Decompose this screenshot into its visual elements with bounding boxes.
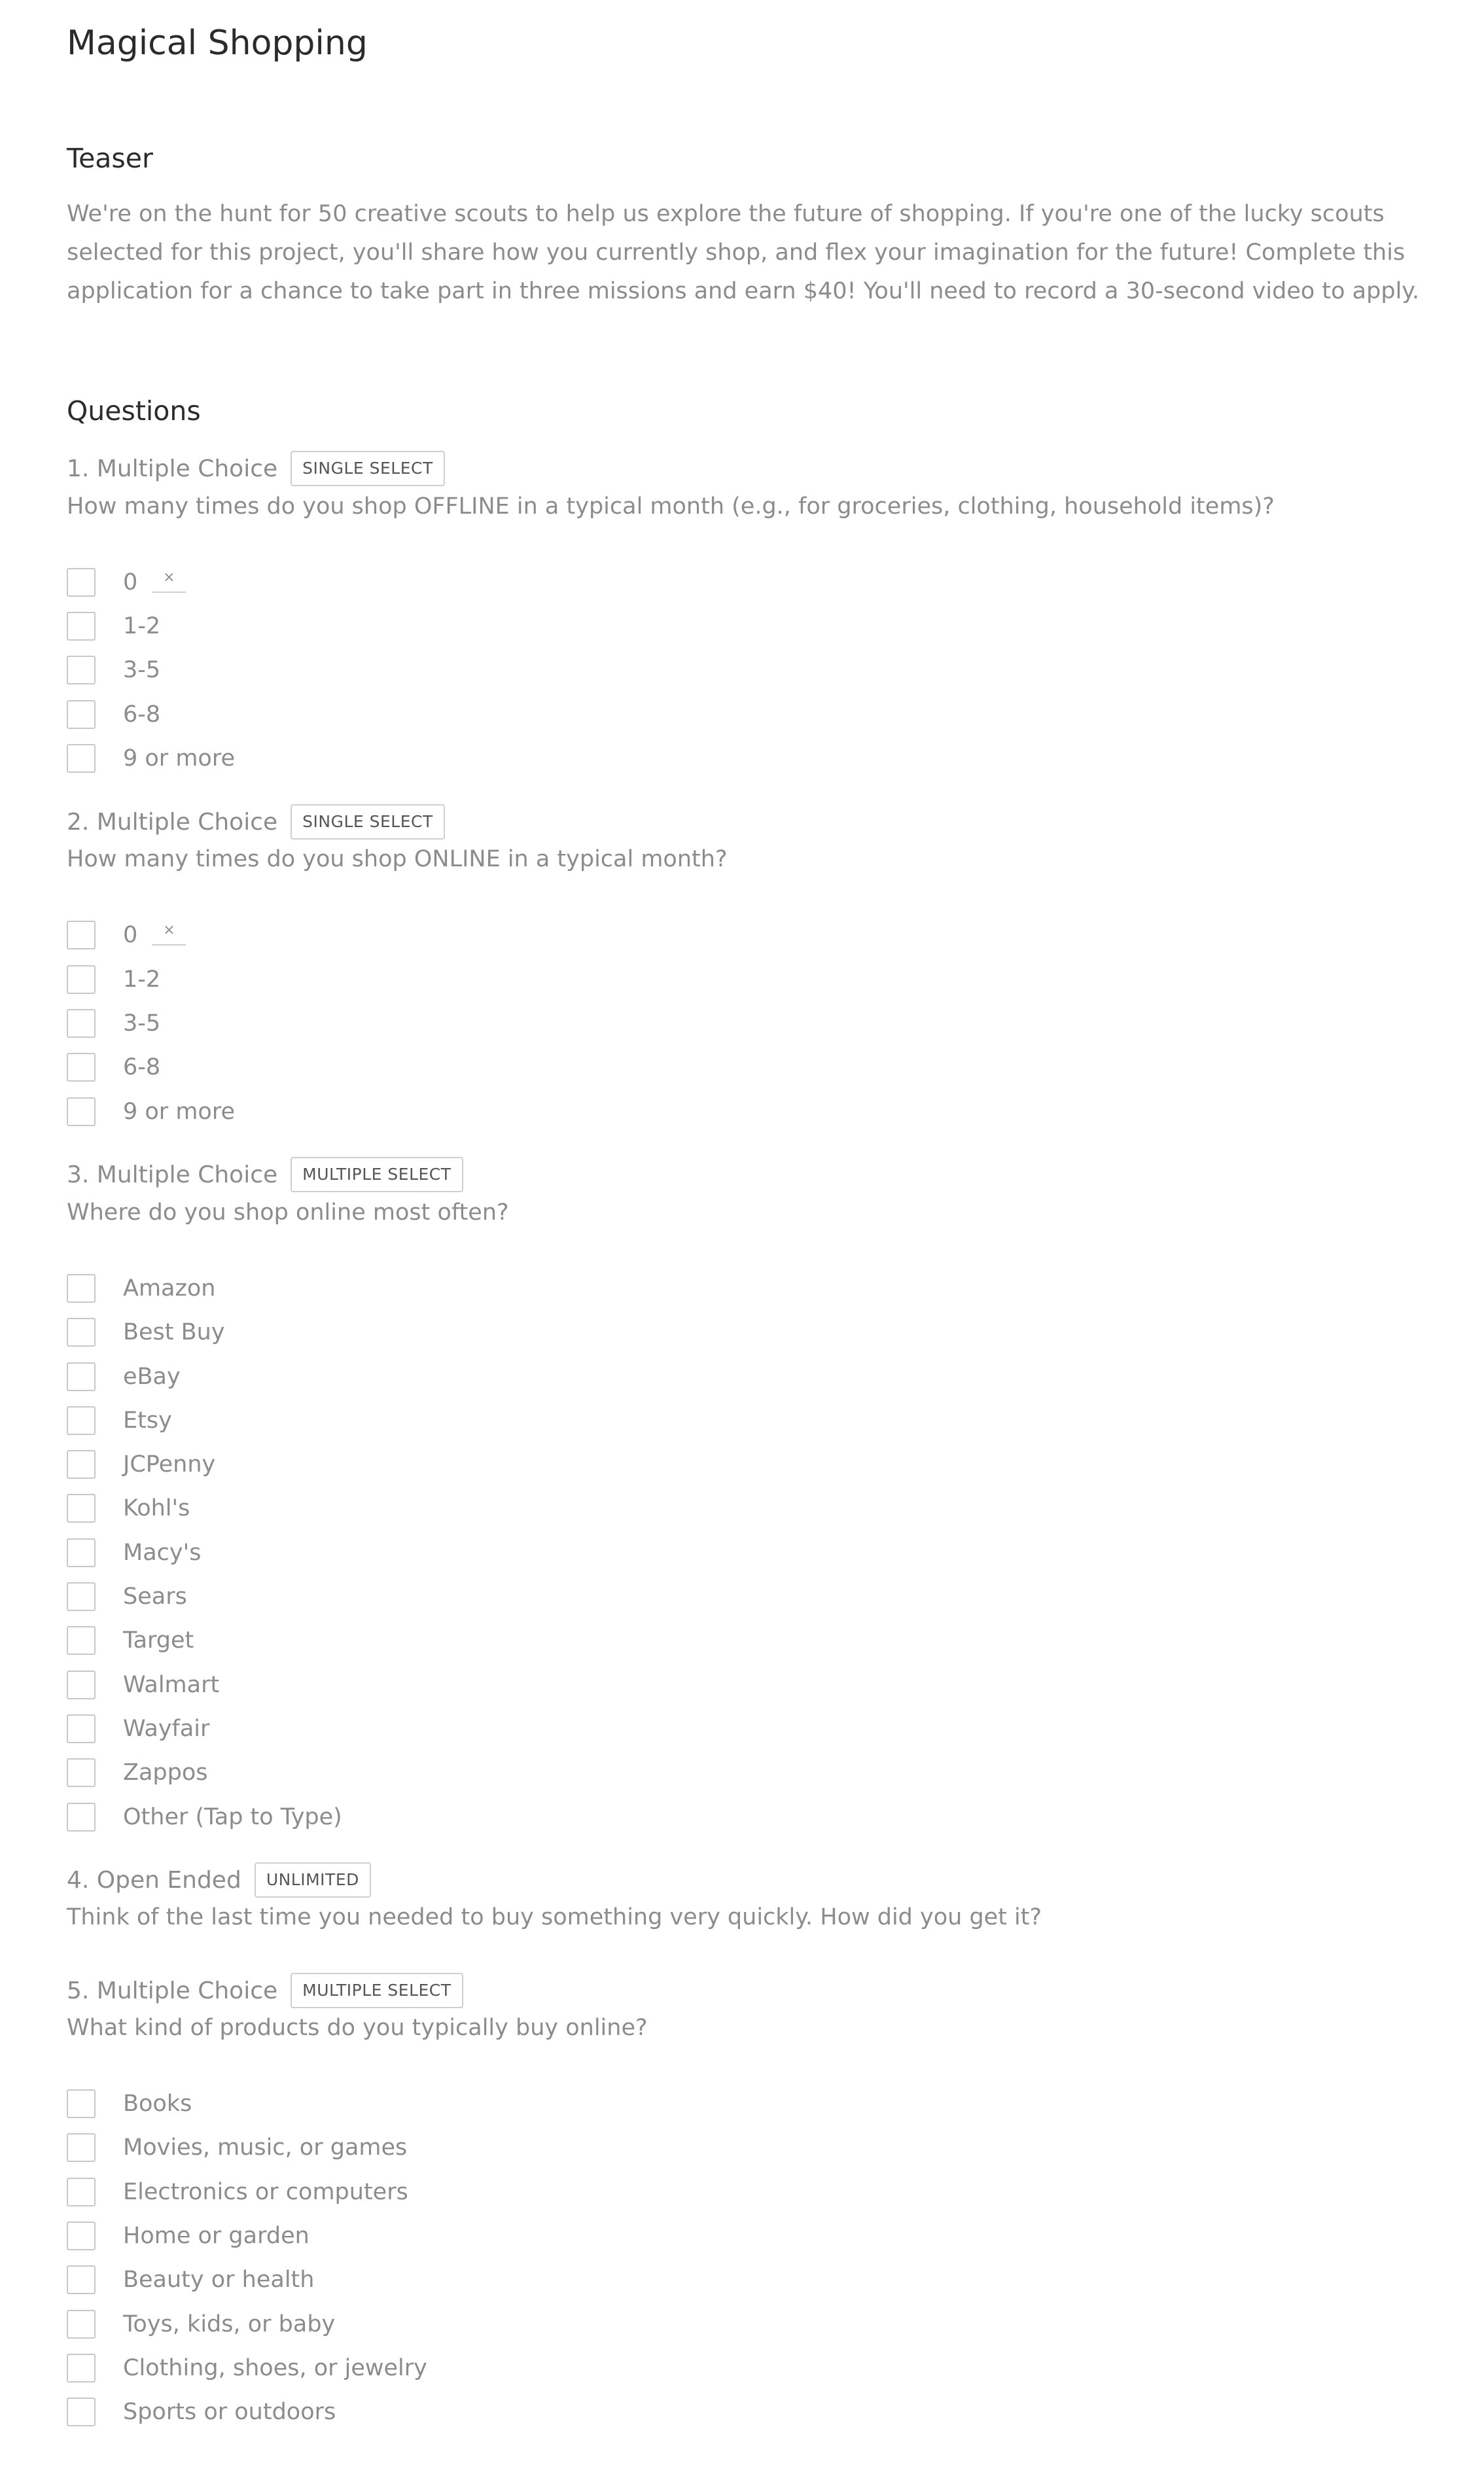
checkbox[interactable] xyxy=(67,2265,96,2294)
option-label: Best Buy xyxy=(123,1319,225,1345)
option-label: Clothing, shoes, or jewelry xyxy=(123,2355,427,2381)
remove-option-icon[interactable]: × xyxy=(152,921,186,946)
option-label: Wayfair xyxy=(123,1716,210,1742)
question-3-option[interactable] xyxy=(67,1710,209,1747)
question-4-header xyxy=(67,1862,371,1898)
checkbox[interactable] xyxy=(67,2354,96,2383)
option-label: Toys, kids, or baby xyxy=(123,2311,336,2337)
checkbox[interactable] xyxy=(67,2178,96,2206)
question-3-option[interactable] xyxy=(67,1446,215,1483)
option-label: 3-5 xyxy=(123,657,161,683)
question-5-option[interactable] xyxy=(67,2306,335,2343)
question-3-option[interactable] xyxy=(67,1314,225,1351)
checkbox[interactable] xyxy=(67,744,96,773)
question-2-option[interactable] xyxy=(67,961,160,998)
checkbox[interactable] xyxy=(67,965,96,994)
option-label: Books xyxy=(123,2091,192,2117)
question-1-option[interactable] xyxy=(67,608,160,645)
option-label: Other (Tap to Type) xyxy=(123,1804,342,1830)
question-5-option[interactable] xyxy=(67,2129,407,2166)
page-title: Magical Shopping xyxy=(67,24,368,63)
checkbox[interactable] xyxy=(67,2310,96,2339)
checkbox[interactable] xyxy=(67,1362,96,1391)
option-label: 0 xyxy=(123,569,138,595)
question-5-number: 5. Multiple Choice xyxy=(67,1977,278,2004)
option-label: Etsy xyxy=(123,1408,172,1434)
question-5-badge: MULTIPLE SELECT xyxy=(291,1973,463,2008)
question-3-option[interactable] xyxy=(67,1578,187,1615)
option-label: Kohl's xyxy=(123,1495,190,1521)
question-2-option[interactable] xyxy=(67,1049,160,1086)
checkbox[interactable] xyxy=(67,2398,96,2426)
checkbox[interactable] xyxy=(67,1803,96,1832)
option-label: Movies, music, or games xyxy=(123,2135,408,2161)
checkbox[interactable] xyxy=(67,1274,96,1303)
question-3-option[interactable] xyxy=(67,1358,181,1395)
question-5-option[interactable] xyxy=(67,2350,427,2386)
question-3-option[interactable] xyxy=(67,1402,172,1439)
checkbox[interactable] xyxy=(67,612,96,641)
option-label: 0 xyxy=(123,922,138,948)
question-5-option[interactable] xyxy=(67,2218,309,2254)
option-label: Target xyxy=(123,1627,194,1654)
question-3-option[interactable] xyxy=(67,1667,219,1703)
question-1-option[interactable] xyxy=(67,740,235,777)
option-label: 1-2 xyxy=(123,966,161,993)
checkbox[interactable] xyxy=(67,2222,96,2250)
option-label: Beauty or health xyxy=(123,2267,315,2293)
checkbox[interactable] xyxy=(67,1582,96,1611)
checkbox[interactable] xyxy=(67,1494,96,1523)
question-3-text: Where do you shop online most often? xyxy=(67,1199,509,1226)
question-2-option[interactable] xyxy=(67,917,186,953)
checkbox[interactable] xyxy=(67,700,96,729)
question-2-badge: SINGLE SELECT xyxy=(291,804,445,840)
checkbox[interactable] xyxy=(67,1318,96,1347)
question-4-badge: UNLIMITED xyxy=(255,1862,371,1898)
question-5-option[interactable] xyxy=(67,2085,192,2122)
option-label: 6-8 xyxy=(123,1054,161,1080)
question-2-option[interactable] xyxy=(67,1005,160,1042)
question-1-number: 1. Multiple Choice xyxy=(67,455,278,482)
question-2-header xyxy=(67,804,445,840)
question-3-option[interactable] xyxy=(67,1534,201,1571)
option-label: Walmart xyxy=(123,1672,220,1698)
checkbox[interactable] xyxy=(67,1538,96,1567)
question-2-option[interactable] xyxy=(67,1093,235,1130)
checkbox[interactable] xyxy=(67,1671,96,1699)
question-1-option[interactable] xyxy=(67,652,160,688)
checkbox[interactable] xyxy=(67,656,96,684)
checkbox[interactable] xyxy=(67,1626,96,1655)
question-5-option[interactable] xyxy=(67,2394,336,2430)
question-3-header xyxy=(67,1156,463,1193)
remove-option-icon[interactable]: × xyxy=(152,568,186,593)
checkbox[interactable] xyxy=(67,568,96,597)
question-3-number: 3. Multiple Choice xyxy=(67,1161,278,1188)
checkbox[interactable] xyxy=(67,1714,96,1743)
teaser-heading: Teaser xyxy=(67,143,153,174)
option-label: Home or garden xyxy=(123,2223,309,2249)
option-label: 6-8 xyxy=(123,701,161,728)
question-3-option[interactable] xyxy=(67,1490,190,1527)
question-4-text: Think of the last time you needed to buy something very quickly. How did you get it? xyxy=(67,1904,1042,1930)
checkbox[interactable] xyxy=(67,1053,96,1082)
checkbox[interactable] xyxy=(67,1097,96,1126)
checkbox[interactable] xyxy=(67,921,96,949)
questions-heading: Questions xyxy=(67,395,201,427)
question-4-number: 4. Open Ended xyxy=(67,1866,241,1894)
question-1-option[interactable] xyxy=(67,696,160,733)
question-2-text: How many times do you shop ONLINE in a typical month? xyxy=(67,846,728,872)
option-label: 1-2 xyxy=(123,613,161,639)
question-3-option[interactable] xyxy=(67,1754,208,1791)
option-label: Electronics or computers xyxy=(123,2179,408,2205)
question-5-text: What kind of products do you typically buy online? xyxy=(67,2015,648,2041)
teaser-text: We're on the hunt for 50 creative scouts to help us explore the future of shopping. If you're one of the lucky scouts selected for this project, you'll share how you currently shop, and flex your imagination for the future! Complete this application for a chance to take part in three missions and earn $40! You'll need to record a 30-second video to apply. xyxy=(67,201,1420,304)
question-3-option[interactable] xyxy=(67,1799,342,1835)
checkbox[interactable] xyxy=(67,1009,96,1038)
question-3-badge: MULTIPLE SELECT xyxy=(291,1157,463,1192)
checkbox[interactable] xyxy=(67,1450,96,1479)
question-3-option[interactable] xyxy=(67,1270,215,1307)
question-5-option[interactable] xyxy=(67,2174,408,2210)
option-label: Sears xyxy=(123,1584,187,1610)
question-1-option[interactable] xyxy=(67,564,186,601)
question-1-badge: SINGLE SELECT xyxy=(291,451,445,486)
question-3-option[interactable] xyxy=(67,1622,194,1659)
question-1-header xyxy=(67,450,445,487)
question-5-header xyxy=(67,1972,463,2009)
question-2-number: 2. Multiple Choice xyxy=(67,808,278,836)
checkbox[interactable] xyxy=(67,2133,96,2162)
question-5-option[interactable] xyxy=(67,2261,314,2298)
option-label: eBay xyxy=(123,1364,181,1390)
option-label: 9 or more xyxy=(123,745,235,771)
checkbox[interactable] xyxy=(67,1758,96,1787)
option-label: 9 or more xyxy=(123,1099,235,1125)
checkbox[interactable] xyxy=(67,1406,96,1435)
option-label: Macy's xyxy=(123,1540,202,1566)
option-label: Sports or outdoors xyxy=(123,2399,336,2425)
option-label: 3-5 xyxy=(123,1010,161,1036)
option-label: Zappos xyxy=(123,1760,208,1786)
option-label: Amazon xyxy=(123,1275,216,1302)
option-label: JCPenny xyxy=(123,1451,216,1478)
question-1-text: How many times do you shop OFFLINE in a typical month (e.g., for groceries, clothing, household items)? xyxy=(67,493,1275,520)
checkbox[interactable] xyxy=(67,2089,96,2118)
